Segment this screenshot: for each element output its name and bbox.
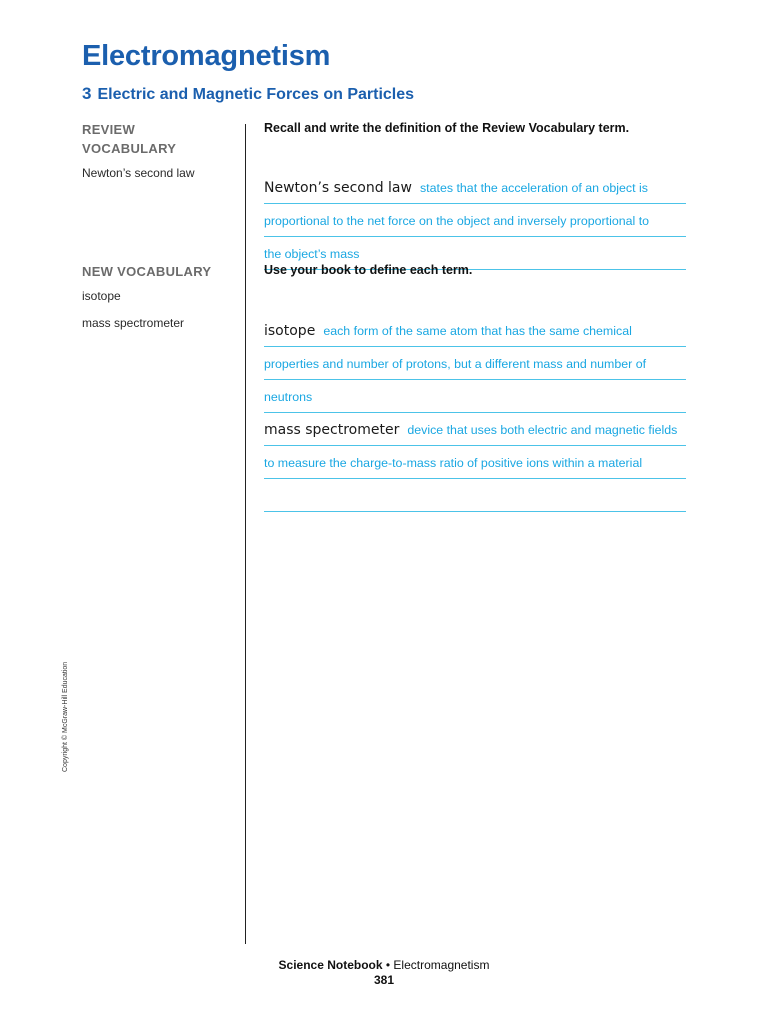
page-title: Electromagnetism bbox=[82, 40, 331, 72]
answer-line bbox=[264, 314, 686, 347]
footer-notebook-label: Science Notebook bbox=[278, 958, 383, 972]
column-divider bbox=[245, 124, 246, 944]
handwritten-term: mass spectrometer bbox=[264, 422, 400, 438]
new-vocabulary-heading: NEW VOCABULARY bbox=[82, 264, 212, 279]
answer-line bbox=[264, 380, 686, 413]
answer-text: proportional to the net force on the object and inversely proportional to bbox=[264, 214, 650, 228]
answer-line bbox=[264, 413, 686, 446]
answer-text: properties and number of protons, but a different mass and number of bbox=[264, 357, 647, 371]
answer-text: states that the acceleration of an object is bbox=[419, 181, 648, 195]
section-number: 3 bbox=[82, 84, 92, 103]
answer-line-blank[interactable] bbox=[264, 479, 686, 512]
answer-line bbox=[264, 446, 686, 479]
answer-line bbox=[264, 204, 686, 237]
answer-text: to measure the charge-to-mass ratio of positive ions within a material bbox=[264, 456, 643, 470]
new-term-isotope: isotope bbox=[82, 289, 121, 303]
review-instruction: Recall and write the definition of the Review Vocabulary term. bbox=[264, 121, 630, 135]
handwritten-term: isotope bbox=[264, 323, 316, 339]
footer-chapter: Electromagnetism bbox=[393, 958, 490, 972]
page-footer bbox=[0, 958, 768, 972]
answer-text: neutrons bbox=[264, 390, 313, 404]
review-vocabulary-heading: REVIEW VOCABULARY bbox=[82, 122, 177, 156]
page-number: 381 bbox=[373, 973, 395, 987]
copyright-notice: Copyright © McGraw-Hill Education bbox=[62, 661, 69, 772]
section-heading bbox=[82, 84, 414, 104]
section-title: Electric and Magnetic Forces on Particles bbox=[97, 86, 415, 103]
answer-line bbox=[264, 171, 686, 204]
new-term-mass-spectrometer: mass spectrometer bbox=[82, 316, 185, 330]
new-vocab-instruction: Use your book to define each term. bbox=[264, 263, 473, 277]
handwritten-term: Newton’s second law bbox=[264, 180, 412, 196]
footer-separator: • bbox=[382, 958, 394, 972]
answer-text: each form of the same atom that has the same chemical bbox=[323, 324, 632, 338]
answer-text: device that uses both electric and magnetic fields bbox=[407, 423, 678, 437]
review-term: Newton’s second law bbox=[82, 166, 195, 180]
answer-line bbox=[264, 347, 686, 380]
answer-text: the object’s mass bbox=[264, 247, 360, 261]
